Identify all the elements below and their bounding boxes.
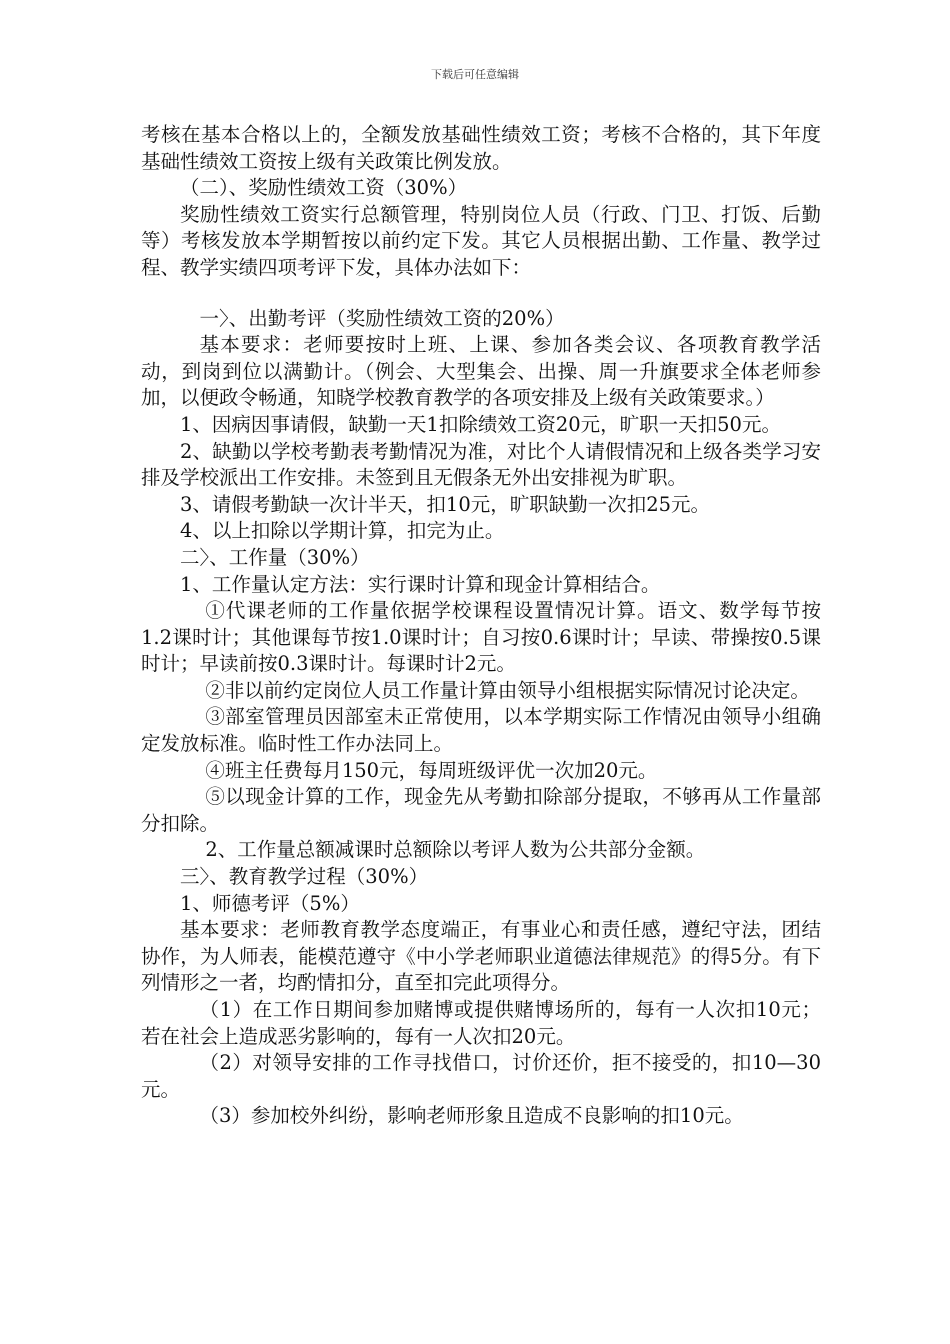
list-item-workload-circled-3: ③部室管理员因部室未正常使用，以本学期实际工作情况由领导小组确定发放标准。临时性工作办法同上。 xyxy=(141,705,821,756)
paragraph-attendance-requirements: 基本要求：老师要按时上班、上课、参加各类会议、各项教育教学活动，到岗到位以满勤计。（例会、大型集会、出操、周一升旗要求全体老师参加，以便政令畅通，知晓学校教育教学的各项安排及上级有关政策要求。） xyxy=(141,333,821,410)
heading-teaching-process: 三〉、教育教学过程（30%） xyxy=(180,865,429,889)
heading-attendance: 一〉、出勤考评（奖励性绩效工资的20%） xyxy=(199,306,565,330)
page-header-note: 下载后可任意编辑 xyxy=(431,68,519,81)
document-body xyxy=(141,122,821,1130)
paragraph-ethics-requirements: 基本要求：老师教育教学态度端正，有事业心和责任感，遵纪守法，团结协作，为人师表，能模范遵守《中小学老师职业道德法律规范》的得5分。有下列情形之一者，均酌情扣分，直至扣完此项得分。 xyxy=(141,918,821,995)
list-item-attendance-3: 3、请假考勤缺一次计半天，扣10元，旷职缺勤一次扣25元。 xyxy=(180,492,711,516)
list-item-workload-circled-1: ①代课老师的工作量依据学校课程设置情况计算。语文、数学每节按1.2课时计；其他课每节按1.0课时计；自习按0.6课时计；早读、带操按0.5课时计；早读前按0.3课时计。每课时计2元。 xyxy=(141,599,821,676)
heading-teacher-ethics: 1、师德考评（5%） xyxy=(180,891,360,915)
heading-workload: 二〉、工作量（30%） xyxy=(180,545,370,569)
heading-incentive-pay: （二）、奖励性绩效工资（30%） xyxy=(180,176,468,200)
list-item-ethics-3: （3）参加校外纠纷，影响老师形象且造成不良影响的扣10元。 xyxy=(199,1104,744,1128)
list-item-ethics-2: （2）对领导安排的工作寻找借口，讨价还价，拒不接受的，扣10—30元。 xyxy=(141,1051,821,1101)
list-item-attendance-2: 2、缺勤以学校考勤表考勤情况为准，对比个人请假情况和上级各类学习安排及学校派出工作安排。未签到且无假条无外出安排视为旷职。 xyxy=(141,439,821,490)
list-item-attendance-1: 1、因病因事请假，缺勤一天1扣除绩效工资20元，旷职一天扣50元。 xyxy=(180,412,781,436)
list-item-workload-circled-2: ②非以前约定岗位人员工作量计算由领导小组根据实际情况讨论决定。 xyxy=(205,678,810,702)
list-item-workload-total: 2、工作量总额减课时总额除以考评人数为公共部分金额。 xyxy=(205,838,706,862)
paragraph-basic-performance-pay: 考核在基本合格以上的，全额发放基础性绩效工资；考核不合格的，其下年度基础性绩效工资按上级有关政策比例发放。 xyxy=(141,123,821,173)
list-item-workload-method: 1、工作量认定方法：实行课时计算和现金计算相结合。 xyxy=(180,572,661,596)
paragraph-incentive-pay-intro: 奖励性绩效工资实行总额管理，特别岗位人员（行政、门卫、打饭、后勤等）考核发放本学期暂按以前约定下发。其它人员根据出勤、工作量、教学过程、教学实绩四项考评下发，具体办法如下： xyxy=(141,202,821,279)
list-item-ethics-1: （1）在工作日期间参加赌博或提供赌博场所的，每有一人次扣10元；若在社会上造成恶劣影响的，每有一人次扣20元。 xyxy=(141,998,821,1048)
list-item-attendance-4: 4、以上扣除以学期计算，扣完为止。 xyxy=(180,519,505,543)
list-item-workload-circled-4: ④班主任费每月150元，每周班级评优一次加20元。 xyxy=(205,758,658,782)
list-item-workload-circled-5: ⑤以现金计算的工作，现金先从考勤扣除部分提取，不够再从工作量部分扣除。 xyxy=(141,785,821,835)
